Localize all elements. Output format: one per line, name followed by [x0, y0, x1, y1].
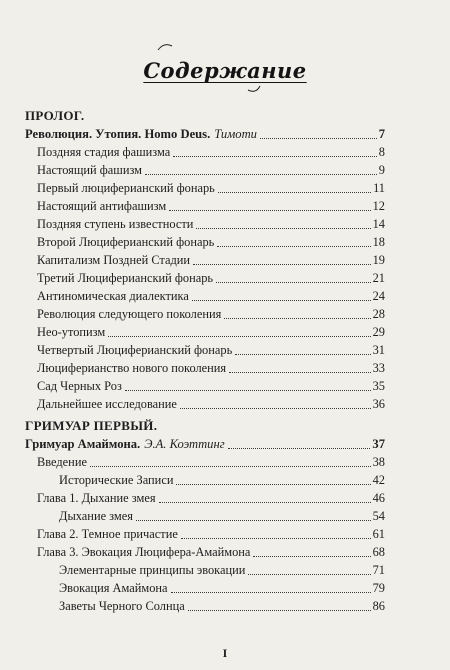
toc-entry[interactable]: [59, 560, 385, 578]
entry-title: Революция. Утопия. Homo Deus.: [25, 127, 211, 141]
entry-title: Люциферианство нового поколения: [37, 361, 227, 375]
toc-entry[interactable]: [37, 286, 385, 304]
entry-page: 68: [372, 545, 385, 559]
page-number: I: [222, 646, 228, 660]
leader-dots: [216, 282, 371, 283]
entry-page: 37: [372, 437, 385, 451]
leader-dots: [145, 174, 377, 175]
toc-entry[interactable]: [37, 542, 385, 560]
entry-title: Второй Люциферианский фонарь: [37, 235, 215, 249]
toc-entry[interactable]: [37, 268, 385, 286]
toc-entry[interactable]: [37, 376, 385, 394]
entry-page: 24: [372, 289, 385, 303]
toc-entry[interactable]: [37, 452, 385, 470]
toc-chapter-entry[interactable]: [25, 434, 385, 452]
entry-page: 28: [372, 307, 385, 321]
entry-title: Первый люциферианский фонарь: [37, 181, 215, 195]
entry-page: 33: [372, 361, 385, 375]
toc-entry[interactable]: [37, 160, 385, 178]
entry-page: 71: [372, 563, 385, 577]
entry-page: 31: [372, 343, 385, 357]
entry-title: Глава 1. Дыхание змея: [37, 491, 156, 505]
entry-title: Настоящий фашизм: [37, 163, 143, 177]
leader-dots: [176, 484, 370, 485]
leader-dots: [193, 264, 371, 265]
entry-title: Настоящий антифашизм: [37, 199, 167, 213]
leader-dots: [235, 354, 370, 355]
entry-title: Капитализм Поздней Стадии: [37, 253, 191, 267]
leader-dots: [169, 210, 370, 211]
toc-title: Содержание: [143, 58, 307, 83]
entry-title: Антиномическая диалектика: [37, 289, 189, 303]
leader-dots: [159, 502, 371, 503]
entry-page: 21: [372, 271, 385, 285]
entry-page: 36: [372, 397, 385, 411]
leader-dots: [260, 138, 377, 139]
entry-page: 12: [372, 199, 385, 213]
leader-dots: [171, 592, 371, 593]
entry-page: 38: [372, 455, 385, 469]
toc-entry[interactable]: [37, 358, 385, 376]
entry-page: 18: [372, 235, 385, 249]
entry-page: 86: [372, 599, 385, 613]
leader-dots: [248, 574, 370, 575]
toc-entry[interactable]: [37, 178, 385, 196]
entry-title: Исторические Записи: [59, 473, 174, 487]
toc-entry[interactable]: [37, 524, 385, 542]
entry-page: 35: [372, 379, 385, 393]
entry-page: 79: [372, 581, 385, 595]
toc-entry[interactable]: [37, 304, 385, 322]
entry-page: 8: [378, 145, 385, 159]
leader-dots: [229, 372, 370, 373]
part-heading-prologue: ПРОЛОГ.: [25, 108, 85, 123]
toc-entry[interactable]: [37, 232, 385, 250]
leader-dots: [90, 466, 371, 467]
toc-entry[interactable]: [59, 470, 385, 488]
entry-page: 42: [372, 473, 385, 487]
leader-dots: [125, 390, 371, 391]
entry-title: Глава 3. Эвокация Люцифера-Амаймона: [37, 545, 251, 559]
entry-title: Нео-утопизм: [37, 325, 106, 339]
leader-dots: [196, 228, 370, 229]
entry-title: Четвертый Люциферианский фонарь: [37, 343, 233, 357]
leader-dots: [228, 448, 371, 449]
toc-entry[interactable]: [37, 250, 385, 268]
entry-title: Поздняя стадия фашизма: [37, 145, 171, 159]
leader-dots: [217, 246, 370, 247]
toc-entry[interactable]: [37, 322, 385, 340]
entry-page: 29: [372, 325, 385, 339]
part-heading-grimoire-one: ГРИМУАР ПЕРВЫЙ.: [25, 418, 158, 433]
entry-page: 14: [372, 217, 385, 231]
toc-entry[interactable]: [37, 196, 385, 214]
entry-page: 19: [372, 253, 385, 267]
toc-entry[interactable]: [59, 506, 385, 524]
leader-dots: [253, 556, 370, 557]
entry-page: 46: [372, 491, 385, 505]
leader-dots: [181, 538, 371, 539]
toc-entry[interactable]: [59, 596, 385, 614]
leader-dots: [224, 318, 370, 319]
entry-author: Тимоти: [214, 127, 257, 141]
entry-title: Глава 2. Темное причастие: [37, 527, 178, 541]
entry-title: Поздняя ступень известности: [37, 217, 194, 231]
entry-title: Третий Люциферианский фонарь: [37, 271, 214, 285]
toc-entry[interactable]: [37, 214, 385, 232]
toc-entry[interactable]: [59, 578, 385, 596]
leader-dots: [218, 192, 371, 193]
entry-author: Э.А. Коэттинг: [144, 437, 225, 451]
toc-entry[interactable]: [37, 340, 385, 358]
leader-dots: [192, 300, 371, 301]
leader-dots: [188, 610, 371, 611]
entry-page: 61: [372, 527, 385, 541]
leader-dots: [180, 408, 371, 409]
toc-entry[interactable]: [37, 142, 385, 160]
toc-entry[interactable]: [37, 394, 385, 412]
toc-entry[interactable]: [37, 488, 385, 506]
entry-page: 9: [378, 163, 385, 177]
entry-page: 7: [378, 127, 385, 141]
entry-title: Гримуар Амаймона.: [25, 437, 141, 451]
entry-title: Революция следующего поколения: [37, 307, 222, 321]
entry-title: Эвокация Амаймона: [59, 581, 168, 595]
entry-title: Дальнейшее исследование: [37, 397, 177, 411]
leader-dots: [173, 156, 377, 157]
entry-title: Заветы Черного Солнца: [59, 599, 185, 613]
entry-title: Элементарные принципы эвокации: [59, 563, 246, 577]
leader-dots: [108, 336, 370, 337]
toc-chapter-entry[interactable]: [25, 124, 385, 142]
leader-dots: [136, 520, 371, 521]
entry-page: 11: [373, 181, 385, 195]
entry-title: Введение: [37, 455, 87, 469]
entry-title: Дыхание змея: [59, 509, 133, 523]
entry-title: Сад Черных Роз: [37, 379, 122, 393]
entry-page: 54: [372, 509, 385, 523]
